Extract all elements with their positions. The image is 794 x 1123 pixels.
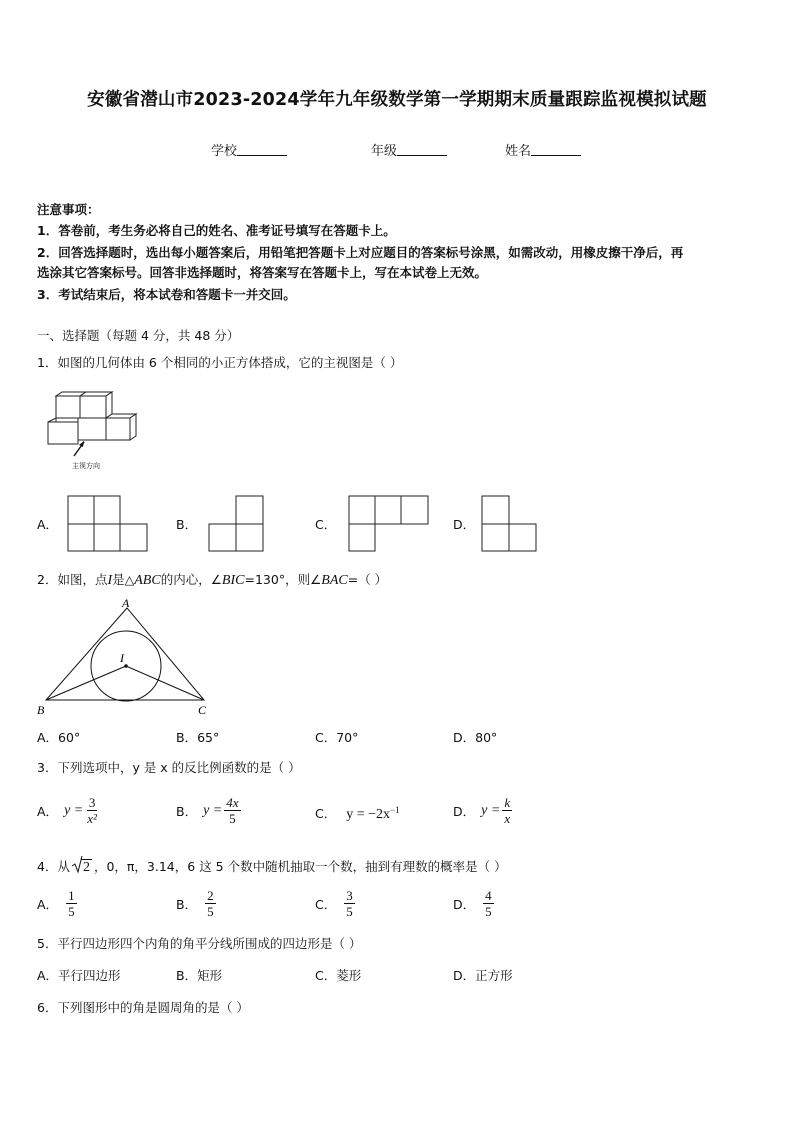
q2-triangle-figure (36, 596, 216, 718)
school-blank (237, 143, 287, 156)
page-title: 安徽省潜山市2023-2024学年九年级数学第一学期期末质量跟踪监视模拟试题 (87, 90, 707, 110)
q5-option-d[interactable]: D．正方形 (453, 968, 513, 983)
name-label: 姓名 (505, 144, 532, 159)
question-4-stem: 4．从 2 ，0，π，3.14，6 这 5 个数中随机抽取一个数，抽到有理数的概率是（ ） (37, 857, 507, 878)
q5-option-c[interactable]: C．菱形 (315, 968, 362, 983)
q1-option-d-figure[interactable] (481, 495, 539, 553)
q1-option-b-label[interactable]: B． (176, 517, 198, 532)
fraction: $\frac{4x}{5}$ (226, 795, 239, 826)
notice-item-2: 2．回答选择题时，选出每小题答案后，用铅笔把答题卡上对应题目的答案标号涂黑，如需改动，用橡皮擦干净后，再 (37, 245, 684, 260)
q3-option-d[interactable]: D． y = $\frac{k}{x}$ (453, 795, 511, 826)
q1-option-c-figure[interactable] (348, 495, 430, 553)
view-direction-label: 主视方向 (72, 462, 100, 470)
name-field (505, 140, 581, 159)
sqrt-icon (72, 856, 82, 874)
notice-item-3: 3．考试结束后，将本试卷和答题卡一并交回。 (37, 287, 296, 302)
question-6-stem: 6．下列图形中的角是圆周角的是（ ） (37, 1000, 249, 1015)
question-5-stem: 5．平行四边形四个内角的角平分线所围成的四边形是（ ） (37, 936, 362, 951)
fraction: $\frac{2}{5}$ (207, 888, 214, 919)
q2-option-d[interactable]: D．80° (453, 730, 498, 745)
grade-label: 年级 (371, 144, 398, 159)
fraction: $\frac{k}{x}$ (504, 795, 511, 826)
q1-option-a-figure[interactable] (67, 495, 149, 553)
name-blank (531, 143, 581, 156)
q2-option-c[interactable]: C．70° (315, 730, 359, 745)
q1-option-b-figure[interactable] (208, 495, 266, 553)
q2-option-a[interactable]: A．60° (37, 730, 81, 745)
q3-option-b[interactable]: B． y = $\frac{4x}{5}$ (176, 795, 239, 826)
notice-item-2-cont: 选涂其它答案标号。回答非选择题时，将答案写在答题卡上，写在本试卷上无效。 (37, 265, 488, 280)
label-A: A (122, 596, 130, 610)
notice-heading: 注意事项： (37, 202, 100, 217)
q4-option-c[interactable]: C． $\frac{3}{5}$ (315, 888, 353, 919)
label-B: B (37, 703, 45, 717)
question-3-stem: 3．下列选项中，y 是 x 的反比例函数的是（ ） (37, 760, 301, 775)
fraction: $\frac{4}{5}$ (485, 888, 492, 919)
fraction: $\frac{3}{\text{x²}}$ (87, 795, 97, 826)
label-C: C (198, 703, 207, 717)
grade-blank (397, 143, 447, 156)
school-label: 学校 (211, 144, 238, 159)
grade-field (371, 140, 447, 159)
q5-option-a[interactable]: A．平行四边形 (37, 968, 121, 983)
question-2-stem: 2．如图，点I是△ABC的内心，∠BIC=130°，则∠BAC=（ ） (37, 572, 388, 588)
fraction: $\frac{1}{5}$ (68, 888, 75, 919)
section-heading: 一、选择题（每题 4 分，共 48 分） (37, 328, 240, 343)
label-I: I (120, 651, 124, 665)
q5-option-b[interactable]: B．矩形 (176, 968, 223, 983)
question-1-stem: 1．如图的几何体由 6 个相同的小正方体搭成，它的主视图是（ ） (37, 355, 403, 370)
q4-option-d[interactable]: D． $\frac{4}{5}$ (453, 888, 492, 919)
q3-option-a[interactable]: A． y = $\frac{3}{\text{x²}}$ (37, 795, 97, 826)
notice-item-1: 1．答卷前，考生务必将自己的姓名、准考证号填写在答题卡上。 (37, 223, 396, 238)
q2-option-b[interactable]: B．65° (176, 730, 220, 745)
fraction: $\frac{3}{5}$ (346, 888, 353, 919)
q4-option-a[interactable]: A． $\frac{1}{5}$ (37, 888, 75, 919)
school-field (211, 140, 287, 159)
q4-option-b[interactable]: B． $\frac{2}{5}$ (176, 888, 214, 919)
q3-option-c[interactable]: C． $y = -2x^{-1}$ (315, 804, 400, 822)
q1-option-c-label[interactable]: C． (315, 517, 337, 532)
q1-option-a-label[interactable]: A． (37, 517, 59, 532)
sqrt-expression: 2 (72, 857, 92, 878)
q1-option-d-label[interactable]: D． (453, 517, 476, 532)
